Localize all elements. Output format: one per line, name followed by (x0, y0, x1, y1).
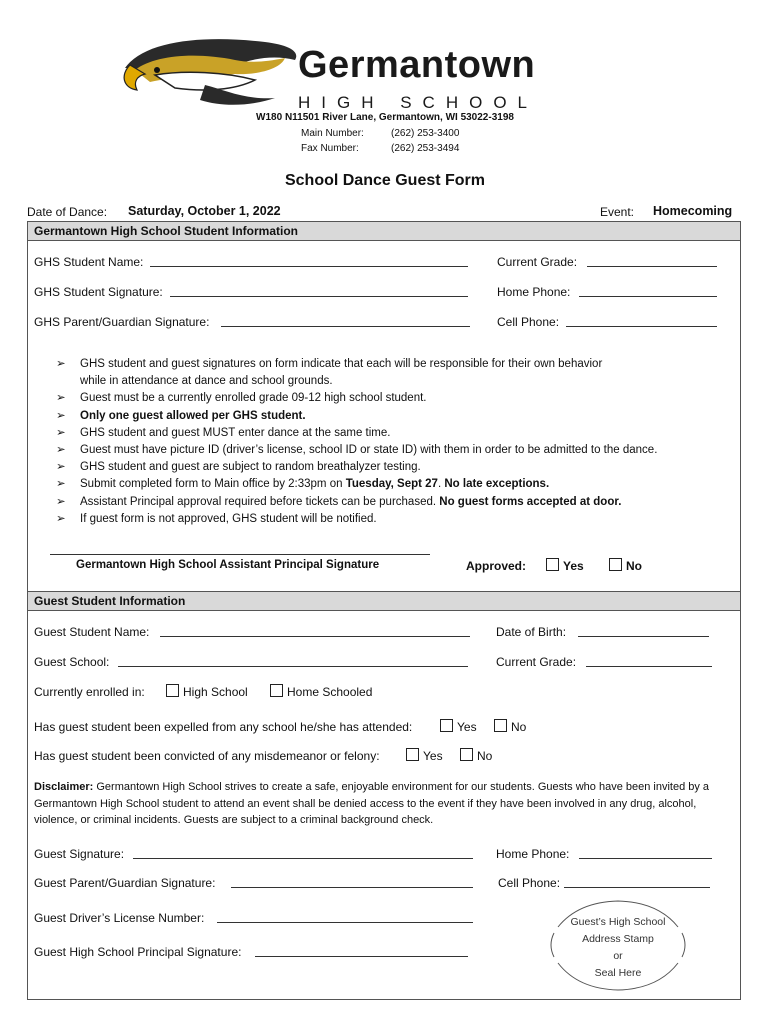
rule-item: ➢ GHS student and guest MUST enter dance at the same time. (56, 425, 736, 442)
fax-number-value: (262) 253-3494 (391, 143, 460, 154)
student-signature-label: GHS Student Signature: (34, 285, 163, 299)
checkbox[interactable] (494, 719, 507, 732)
school-name: Germantown (298, 44, 536, 86)
student-section-heading: Germantown High School Student Information (28, 222, 740, 241)
guest-grade-field[interactable] (586, 666, 712, 667)
approved-label: Approved: (466, 559, 526, 573)
event-value: Homecoming (653, 204, 733, 218)
guest-home-phone-field[interactable] (579, 858, 712, 859)
student-home-phone-label: Home Phone: (497, 285, 571, 299)
fax-number-label: Fax Number: (301, 143, 359, 154)
checkbox[interactable] (270, 684, 283, 697)
stamp-line-2: Address Stamp (582, 933, 654, 945)
guest-cell-label: Cell Phone: (498, 876, 561, 890)
eagle-logo-icon (115, 30, 305, 110)
guest-cell-field[interactable] (564, 887, 710, 888)
arrowhead-bullet-icon: ➢ (56, 512, 66, 525)
student-parent-field[interactable] (221, 326, 470, 327)
guest-signature-label: Guest Signature: (34, 847, 125, 861)
approved-no-option[interactable]: No (601, 558, 642, 573)
principal-signature-label: Guest High School Principal Signature: (34, 945, 242, 959)
checkbox[interactable] (166, 684, 179, 697)
checkbox[interactable] (546, 558, 559, 571)
guest-section-heading: Guest Student Information (28, 592, 740, 611)
arrowhead-bullet-icon: ➢ (56, 409, 66, 422)
student-cell-label: Cell Phone: (497, 315, 560, 329)
student-cell-field[interactable] (566, 326, 717, 327)
rule-item: ➢ Assistant Principal approval required before tickets can be purchased. No guest forms accepted at door. (56, 494, 736, 511)
date-value: Saturday, October 1, 2022 (128, 204, 281, 218)
rule-item: ➢ Guest must be a currently enrolled grade 09-12 high school student. (56, 390, 736, 407)
approved-yes-option[interactable]: Yes (538, 558, 584, 573)
disclaimer-label: Disclaimer: (34, 781, 94, 793)
rules-list (56, 356, 736, 528)
checkbox[interactable] (609, 558, 622, 571)
student-home-phone-field[interactable] (579, 296, 717, 297)
enrolled-label: Currently enrolled in: (34, 685, 145, 699)
rule-item: ➢ GHS student and guest are subject to random breathalyzer testing. (56, 459, 736, 476)
disclaimer-text: Germantown High School strives to create a safe, enjoyable environment for our students. Guests who have been invited by a Germantown High School student to attend an event shall be denied access to the event if they have been involved in any drug, alcohol, violence, or criminal incidents. Guests are subject to a criminal background check. (34, 781, 710, 826)
student-grade-label: Current Grade: (497, 255, 578, 269)
guest-dob-field[interactable] (578, 636, 709, 637)
guest-name-label: Guest Student Name: (34, 625, 150, 639)
stamp-line-3: or (613, 950, 623, 962)
student-parent-label: GHS Parent/Guardian Signature: (34, 315, 210, 329)
stamp-line-4: Seal Here (594, 967, 642, 979)
license-field[interactable] (217, 922, 473, 923)
main-number-value: (262) 253-3400 (391, 128, 460, 139)
form-title: School Dance Guest Form (284, 172, 486, 189)
expelled-yes-option[interactable]: Yes (432, 719, 477, 734)
arrowhead-bullet-icon: ➢ (56, 358, 66, 370)
guest-signature-field[interactable] (133, 858, 473, 859)
guest-name-field[interactable] (160, 636, 470, 637)
convicted-question: Has guest student been convicted of any misdemeanor or felony: (34, 749, 380, 763)
principal-signature-field[interactable] (255, 956, 468, 957)
checkbox[interactable] (406, 748, 419, 761)
arrowhead-bullet-icon: ➢ (56, 478, 66, 491)
guest-school-label: Guest School: (34, 655, 110, 669)
guest-parent-field[interactable] (231, 887, 473, 888)
arrowhead-bullet-icon: ➢ (56, 426, 66, 439)
checkbox[interactable] (460, 748, 473, 761)
guest-grade-label: Current Grade: (496, 655, 577, 669)
ap-signature-field[interactable] (50, 554, 430, 555)
stamp-area[interactable] (548, 914, 688, 982)
license-label: Guest Driver’s License Number: (34, 911, 205, 925)
school-address: W180 N11501 River Lane, Germantown, WI 53022-3198 (256, 112, 514, 123)
main-number-label: Main Number: (301, 128, 364, 139)
guest-school-field[interactable] (118, 666, 468, 667)
date-label: Date of Dance: (27, 205, 108, 219)
arrowhead-bullet-icon: ➢ (56, 461, 66, 474)
stamp-line-1: Guest’s High School (570, 916, 666, 928)
student-name-field[interactable] (150, 266, 468, 267)
guest-dob-label: Date of Birth: (496, 625, 567, 639)
student-grade-field[interactable] (587, 266, 717, 267)
student-signature-field[interactable] (170, 296, 468, 297)
rule-item: ➢ Guest must have picture ID (driver’s license, school ID or state ID) with them in order to be admitted to the dance. (56, 442, 736, 459)
expelled-no-option[interactable]: No (486, 719, 526, 734)
student-name-label: GHS Student Name: (34, 255, 144, 269)
home-schooled-option[interactable]: Home Schooled (262, 684, 372, 699)
guest-parent-label: Guest Parent/Guardian Signature: (34, 876, 216, 890)
rule-item: ➢ Submit completed form to Main office by 2:33pm on Tuesday, Sept 27. No late exceptions. (56, 476, 736, 493)
convicted-no-option[interactable]: No (452, 748, 492, 763)
convicted-yes-option[interactable]: Yes (398, 748, 443, 763)
ap-signature-label: Germantown High School Assistant Principal Signature (76, 559, 380, 571)
rule-item: ➢ If guest form is not approved, GHS student will be notified. (56, 511, 736, 528)
checkbox[interactable] (440, 719, 453, 732)
school-subtitle: HIGH SCHOOL (298, 93, 539, 112)
expelled-question: Has guest student been expelled from any school he/she has attended: (34, 720, 413, 734)
arrowhead-bullet-icon: ➢ (56, 495, 66, 508)
rule-item: ➢ Only one guest allowed per GHS student. (56, 408, 736, 425)
rule-item: ➢ GHS student and guest signatures on form indicate that each will be responsible for their own behavior while in attendance at dance and school grounds. (56, 358, 603, 388)
event-label: Event: (600, 205, 635, 219)
arrowhead-bullet-icon: ➢ (56, 392, 66, 405)
guest-home-phone-label: Home Phone: (496, 847, 570, 861)
arrowhead-bullet-icon: ➢ (56, 444, 66, 457)
high-school-option[interactable]: High School (158, 684, 248, 699)
disclaimer (34, 779, 734, 829)
